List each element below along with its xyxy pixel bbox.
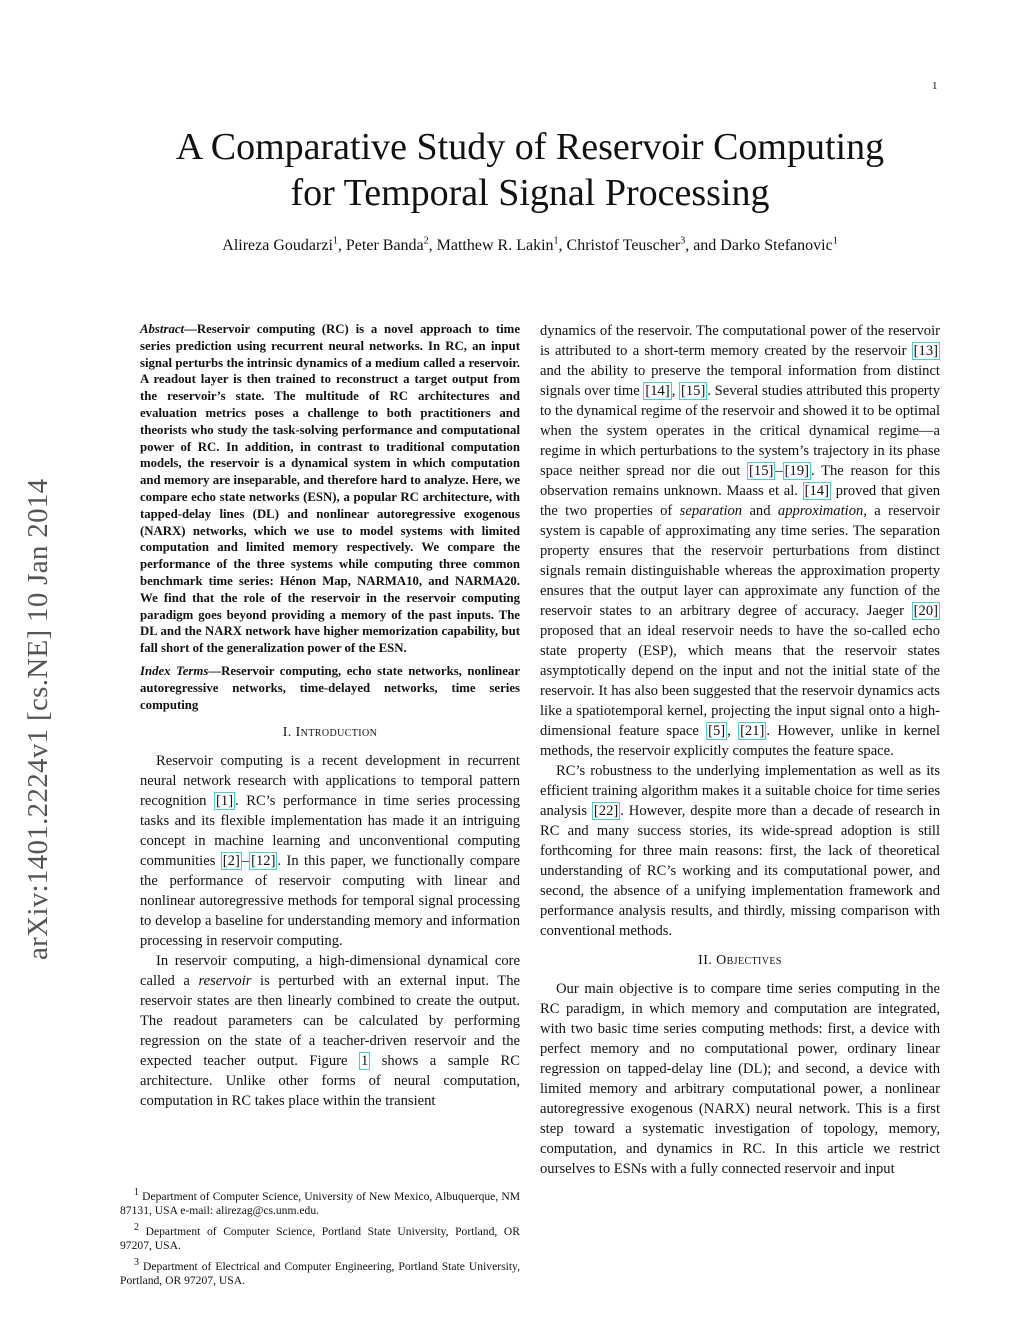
title-line-1: A Comparative Study of Reservoir Computing: [175, 126, 885, 168]
abstract-label: Abstract: [140, 322, 185, 336]
objectives-paragraph: Our main objective is to compare time series computing in the RC paradigm, in which memory and computation are integrated, with two basic time series computing methods: first, a device with perfect memory and no computational power, ordinary linear regression on tapped-delay line (DL); and second, a device with limited memory and arbitrary computational power, a nonlinear autoregressive exogenous (NARX) neural network. This is a first step toward a systematic investigation of topology, memory, computation, and dynamics in RC. In this article we restrict ourselves to ESNs with a fully connected reservoir and input: [540, 981, 940, 1177]
abstract-text: —Reservoir computing (RC) is a novel approach to time series prediction using recurrent neural networks. In RC, an input signal perturbs the intrinsic dynamics of a medium called a reservoir. A readout layer is then trained to reconstruct a target output from the reservoir’s state. The multitude of RC architectures and evaluation metrics poses a challenge to both practitioners and theorists who study the task-solving performance and computational power of RC. In addition, in contrast to traditional computation models, the reservoir is a dynamical system in which computation and memory are inseparable, and therefore hard to analyze. Here, we compare echo state networks (ESN), a popular RC architecture, with tapped-delay lines (DL) and nonlinear autoregressive exogenous (NARX) networks, which we use to model systems with limited computation and limited memory respectively. We compare the performance of the three systems while computing three common benchmark time series: Hénon Map, NARMA10, and NARMA20. We find that the role of the reservoir in the reservoir computing paradigm goes beyond providing a memory of the past inputs. The DL and the NARX network have higher memorization capability, but fall short of the generalization power of the ESN.: [140, 322, 520, 656]
citation-link[interactable]: [12]: [251, 853, 276, 870]
citation-link[interactable]: [20]: [913, 603, 938, 619]
right-paragraph-2: RC’s robustness to the underlying implementation as well as its efficient training algorithm makes it a suitable choice for time series analysis [22] . However, despite more than a decade of research in RC and many success stories, its wide-spread adoption is still forthcoming for three main reasons: first, the lack of theoretical understanding of RC’s working and its computational power, and second, the absence of a unifying implementation framework and performance analysis results, and thirdly, missing comparison with conventional methods.: [540, 763, 941, 939]
index-terms-label: Index Terms: [140, 663, 209, 678]
section-heading-objectives: II. Objectives: [698, 953, 782, 968]
section-heading-introduction: I. Introduction: [282, 725, 378, 741]
author: Peter Banda$^2$,: [345, 236, 437, 255]
footnote: $^2$ Department of Computer Science, Portland State University, Portland, OR 97207, USA.: [120, 1221, 520, 1252]
emphasis: separation: [679, 503, 743, 519]
citation-link[interactable]: [22]: [593, 803, 619, 819]
index-terms-text: —Reservoir computing, echo state networks, nonlinear autoregressive networks, time-delayed networks, time series computing: [140, 663, 520, 712]
citation-link[interactable]: [15]: [749, 463, 774, 479]
citation-link[interactable]: [14]: [804, 483, 829, 499]
footnotes: [120, 1186, 520, 1291]
citation-link[interactable]: [5]: [708, 723, 726, 739]
emphasis: approximation: [777, 503, 864, 519]
page-number: 1: [932, 80, 938, 92]
citation-link[interactable]: [19]: [784, 463, 809, 479]
author: Alireza Goudarzi$^1$,: [222, 236, 346, 255]
title-line-2: for Temporal Signal Processing: [290, 172, 770, 214]
author: Christof Teuscher$^3$, and: [566, 236, 721, 255]
right-paragraph-1: dynamics of the reservoir. The computational power of the reservoir is attributed to a short-term memory created by the reservoir [13] and the ability to preserve the temporal information from distinct signals over time [14] , [15] . Several studies attributed this property to the dynamical regime of the reservoir and showed it to be optimal when the system operates in the critical dynamical regime—a regime in which perturbations to the system’s trajectory in its phase space neither spread nor die out [15] – [19] . The reason for this observation remains unknown. Maass et al. [14] proved that given the two properties of separation and approximation, a reservoir system is capable of approximating any time series. The separation property ensures that the reservoir perturbations from distinct signals remain distinguishable whereas the approximation property ensures that the output layer can approximate any function of the reservoir states to an arbitrary degree of accuracy. Jaeger [20] proposed that an ideal reservoir needs to have the so-called echo state property (ESP), which means that the reservoir states asymptotically depend on the input and not the initial state of the reservoir. It has also been suggested that the reservoir dynamics acts like a spatiotemporal kernel, projecting the input signal onto a high-dimensional feature space [5] , [21] . However, unlike in kernel methods, the reservoir explicitly computes the feature space.: [540, 323, 941, 759]
abstract: [140, 321, 520, 657]
emphasis: reservoir: [198, 973, 252, 990]
citation-link[interactable]: 1: [360, 1053, 369, 1070]
arxiv-identifier: arXiv:1401.2224v1 [cs.NE] 10 Jan 2014: [22, 478, 54, 960]
citation-link[interactable]: [2]: [222, 853, 240, 870]
footnote: $^3$ Department of Electrical and Computer Engineering, Portland State University, Portland, OR 97207, USA.: [120, 1256, 520, 1287]
paper-title: [120, 124, 940, 216]
intro-paragraph-1: Reservoir computing is a recent development in recurrent neural network research with applications to temporal pattern recognition [1] . RC’s performance in time series processing tasks and its flexible implementation has made it an intriguing concept in machine learning and unconventional computing communities [2] – [12] . In this paper, we functionally compare the performance of reservoir computing with linear and nonlinear autoregressive methods for temporal signal processing to develop a baseline for understanding memory and information processing in reservoir computing.: [140, 753, 520, 950]
citation-link[interactable]: [21]: [740, 723, 765, 739]
index-terms: [140, 663, 520, 713]
right-column: [540, 321, 940, 1179]
intro-paragraph-2: In reservoir computing, a high-dimensional dynamical core called a reservoir is perturbed with an external input. The reservoir states are then linearly combined to create the output. The readout parameters can be calculated by performing regression on the state of a teacher-driven reservoir and the expected teacher output. Figure 1 shows a sample RC architecture. Unlike other forms of neural computation, computation in RC takes place within the transient: [140, 953, 520, 1110]
citation-link[interactable]: [14]: [645, 383, 670, 399]
citation-link[interactable]: [15]: [681, 383, 706, 399]
author: Darko Stefanovic$^1$: [720, 236, 838, 255]
footnote: $^1$ Department of Computer Science, University of New Mexico, Albuquerque, NM 87131, USA e-mail: alirezag@cs.unm.edu.: [120, 1187, 520, 1217]
left-column: [140, 321, 520, 1111]
citation-link[interactable]: [1]: [216, 793, 234, 810]
citation-link[interactable]: [13]: [913, 343, 938, 359]
author: Matthew R. Lakin$^1$,: [436, 236, 567, 255]
author-list: [120, 236, 940, 255]
